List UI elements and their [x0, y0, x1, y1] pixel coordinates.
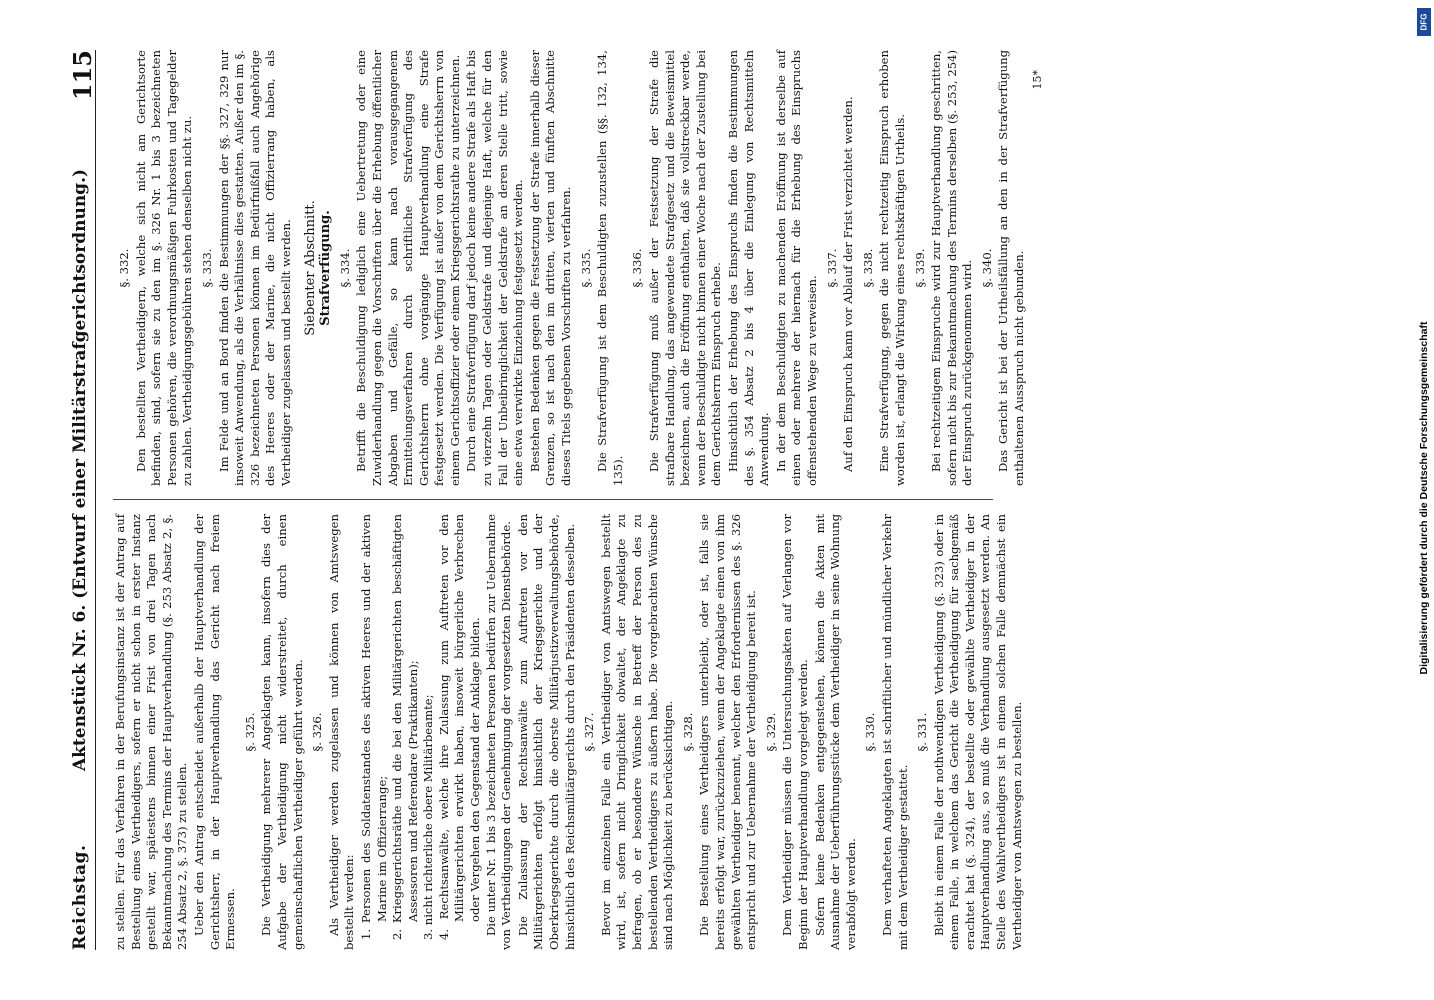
- paragraph: Die Strafverfügung ist dem Beschuldigten zuzustellen (§§. 132, 134, 135).: [595, 50, 625, 486]
- paragraph: Sofern keine Bedenken entgegenstehen, können die Akten mit Ausnahme der Ueberführungsstücke dem Vertheidiger in seine Wohnung verabfolgt werden.: [812, 514, 858, 950]
- header-left: Reichstag.: [70, 844, 91, 950]
- chapter-heading: Siebenter Abschnitt.: [302, 200, 318, 336]
- paragraph: zu stellen. Für das Verfahren in der Berufungsinstanz ist der Antrag auf Bestellung eines Vertheidigers, sofern er nicht schon in erster Instanz gestellt war, spätestens binnen einer Frist von drei Tagen nach Bekanntmachung des Termins der Hauptverhandlung (§. 253 Absatz 2, §. 254 Absatz 2, §. 373) zu stellen.: [113, 514, 190, 950]
- section-heading: §. 337.: [824, 248, 839, 288]
- section-heading: §. 340.: [979, 248, 994, 288]
- sheet-signature: 15*: [1030, 70, 1044, 90]
- paragraph: Bleibt in einem Falle der nothwendigen Vertheidigung (§. 323) oder in einem Falle, in welchem das Gericht die Vertheidigung für sachgemäß erachtet hat (§. 324), der bestellte oder gewählte Vertheidiger in der Hauptverhandlung aus, so muß die Verhandlung ausgesetzt werden. An Stelle des Wahlvertheidigers ist in einem solchen Falle demnächst ein Vertheidiger von Amtswegen zu bestellen.: [931, 514, 1024, 950]
- paragraph: Die Strafverfügung muß außer der Festsetzung der Strafe die strafbare Handlung, das angewendete Strafgesetz und die Beweismittel bezeichnen, auch die Eröffnung enthalten, daß sie vollstreckbar werde, wenn der Beschuldigte nicht binnen einer Woche nach der Zustellung bei dem Gerichtsherrn Einspruch erhebe.: [647, 50, 724, 486]
- column-divider: [113, 499, 993, 500]
- page-header: [55, 50, 96, 950]
- paragraph: Durch eine Strafverfügung darf jedoch keine andere Strafe als Haft bis zu vierzehn Tagen oder Geldstrafe und diejenige Haft, welche für den Fall der Unbeibringlichkeit der Geldstrafe an deren Stelle tritt, sowie eine etwa verwirkte Einziehung festgesetzt werden.: [464, 50, 526, 486]
- section-heading: §. 334.: [337, 248, 352, 288]
- section-heading: §. 331.: [915, 712, 930, 752]
- digitization-watermark: [1416, 8, 1432, 988]
- paragraph: Ueber den Antrag entscheidet außerhalb der Hauptverhandlung der Gerichtsherr, in der Hauptverhandlung das Gericht nach freiem Ermessen.: [191, 514, 238, 950]
- paragraph: Dem Vertheidiger müssen die Untersuchungsakten auf Verlangen vor Beginn der Hauptverhandlung vorgelegt werden.: [780, 514, 810, 950]
- section-heading: §. 328.: [680, 712, 695, 752]
- section-heading: §. 338.: [860, 248, 875, 288]
- paragraph: Als Vertheidiger werden zugelassen und können von Amtswegen bestellt werden:: [326, 514, 357, 950]
- section-heading: §. 335.: [578, 248, 593, 288]
- paragraph: Die Vertheidigung mehrerer Angeklagten kann, insofern dies der Aufgabe der Vertheidigung nicht widerstreitet, durch einen gemeinschaftlichen Vertheidiger geführt werden.: [259, 514, 305, 950]
- enumerated-list: [359, 514, 484, 950]
- paragraph: Auf den Einspruch kann vor Ablauf der Frist verzichtet werden.: [841, 96, 856, 472]
- list-item: 2. Kriegsgerichtsräthe und die bei den Militärgerichten beschäftigten Assessoren und Referendare (Praktikanten);: [390, 514, 420, 940]
- section-heading: §. 336.: [630, 248, 645, 288]
- chapter-title: Strafverfügung.: [318, 210, 334, 326]
- list-item: 4. Rechtsanwälte, welche ihre Zulassung zum Auftreten vor den Militärgerichten erwirkt haben, insoweit bürgerliche Verbrechen oder Vergehen den Gegenstand der Anklage bilden.: [436, 514, 483, 940]
- header-title: Aktenstück Nr. 6. (Entwurf einer Militärstrafgerichtsordnung.): [70, 168, 91, 772]
- list-item: 3. nicht richterliche obere Militärbeamte;: [421, 694, 436, 940]
- paragraph: Eine Strafverfügung, gegen die nicht rechtzeitig Einspruch erhoben worden ist, erlangt die Wirkung eines rechtskräftigen Urtheils.: [877, 50, 907, 486]
- section-heading: §. 325.: [242, 712, 257, 752]
- dfg-logo-text: DFG: [1419, 13, 1429, 31]
- list-item: 1. Personen des Soldatenstandes des aktiven Heeres und der aktiven Marine im Offizierrange;: [358, 514, 389, 940]
- section-heading: §. 329.: [763, 712, 778, 752]
- paragraph: In der dem Beschuldigten zu machenden Eröffnung ist derselbe auf einen oder mehrere der hiernach für die Erhebung des Einspruchs offenstehenden Wege zu verweisen.: [773, 50, 819, 486]
- paragraph: Bestehen Bedenken gegen die Festsetzung der Strafe innerhalb dieser Grenzen, so ist nach den im dritten, vierten und fünften Abschnitte dieses Titels gegebenen Vorschriften zu verfahren.: [527, 50, 574, 486]
- right-column: [113, 50, 1385, 486]
- section-heading: §. 330.: [863, 712, 878, 752]
- section-heading: §. 339.: [912, 248, 927, 288]
- rotated-page: [55, 50, 1385, 950]
- section-heading: §. 326.: [310, 712, 325, 752]
- paragraph: Die unter Nr. 1 bis 3 bezeichneten Personen bedürfen zur Uebernahme von Vertheidigungen der Genehmigung der vorgesetzten Dienstbehörde.: [483, 514, 514, 950]
- paragraph: Bevor im einzelnen Falle ein Vertheidiger von Amtswegen bestellt wird, ist, sofern nicht Dringlichkeit obwaltet, der Angeklagte zu befragen, ob er besondere Wünsche in Betreff der Person des zu bestellenden Vertheidigers zu äußern habe. Die vorgebrachten Wünsche sind nach Möglichkeit zu berücksichtigen.: [598, 514, 676, 950]
- paragraph: Bei rechtzeitigem Einspruche wird zur Hauptverhandlung geschritten, sofern nicht bis zur Bekanntmachung des Termins derselben (§. 253, 254) der Einspruch zurückgenommen wird.: [929, 50, 975, 486]
- paragraph: Im Felde und an Bord finden die Bestimmungen der §§. 327, 329 nur insoweit Anwendung, als die Verhältnisse dies gestatten. Außer den im §. 326 bezeichneten Personen können im Bedürfnißfall auch Angehörige des Heeres oder der Marine, die nicht Offizierrang haben, als Vertheidiger zugelassen und bestellt werden.: [216, 50, 293, 486]
- paragraph: Die Bestellung eines Vertheidigers unterbleibt, oder ist, falls sie bereits erfolgt war, zurückzuziehen, wenn der Angeklagte einen von ihm gewählten Vertheidiger benennt, welcher den Erfordernissen des §. 326 entspricht und zur Uebernahme der Vertheidigung bereit ist.: [697, 514, 759, 950]
- paragraph: Betrifft die Beschuldigung lediglich eine Uebertretung oder eine Zuwiderhandlung gegen die Vorschriften über die Erhebung öffentlicher Abgaben und Gefälle, so kann nach vorausgegangenem Ermittelungsverfahren durch schriftliche Strafverfügung des Gerichtsherrn ohne vorgängige Hauptverhandlung eine Strafe festgesetzt werden. Die Verfügung ist außer von dem Gerichtsherrn von einem Gerichtsoffizier oder einem Kriegsgerichtsrathe zu unterzeichnen.: [354, 50, 462, 486]
- page-number: 115: [68, 50, 98, 101]
- section-heading: §. 333.: [199, 248, 214, 288]
- section-heading: §. 327.: [582, 712, 597, 752]
- paragraph: Das Gericht ist bei der Urtheilsfällung an den in der Strafverfügung enthaltenen Ausspruch nicht gebunden.: [996, 50, 1027, 486]
- section-heading: §. 332.: [117, 248, 131, 288]
- paragraph: Den bestellten Vertheidigern, welche sich nicht am Gerichtsorte befinden, sind, sofern sie zu den im §. 326 Nr. 1 bis 3 bezeichneten Personen gehören, die verordnungsmäßigen Fuhrkosten und Tagegelder zu zahlen. Vertheidigungsgebühren stehen denselben nicht zu.: [133, 50, 195, 486]
- watermark-text: Digitalisierung gefördert durch die Deutsche Forschungsgemeinschaft: [1418, 321, 1430, 675]
- paragraph: Die Zulassung der Rechtsanwälte zum Auftreten vor den Militärgerichten erfolgt hinsichtlich der Kriegsgerichte und der Oberkriegsgerichte durch die oberste Militärjustizverwaltungsbehörde, hinsichtlich des Reichsmilitärgerichts durch den Präsidenten desselben.: [515, 514, 577, 950]
- paragraph: Dem verhafteten Angeklagten ist schriftlicher und mündlicher Verkehr mit dem Vertheidiger gestattet.: [879, 514, 910, 950]
- paragraph: Hinsichtlich der Erhebung des Einspruchs finden die Bestimmungen des §. 354 Absatz 2 bis 4 über die Einlegung von Rechtsmitteln Anwendung.: [725, 50, 772, 486]
- left-column: [113, 514, 1385, 950]
